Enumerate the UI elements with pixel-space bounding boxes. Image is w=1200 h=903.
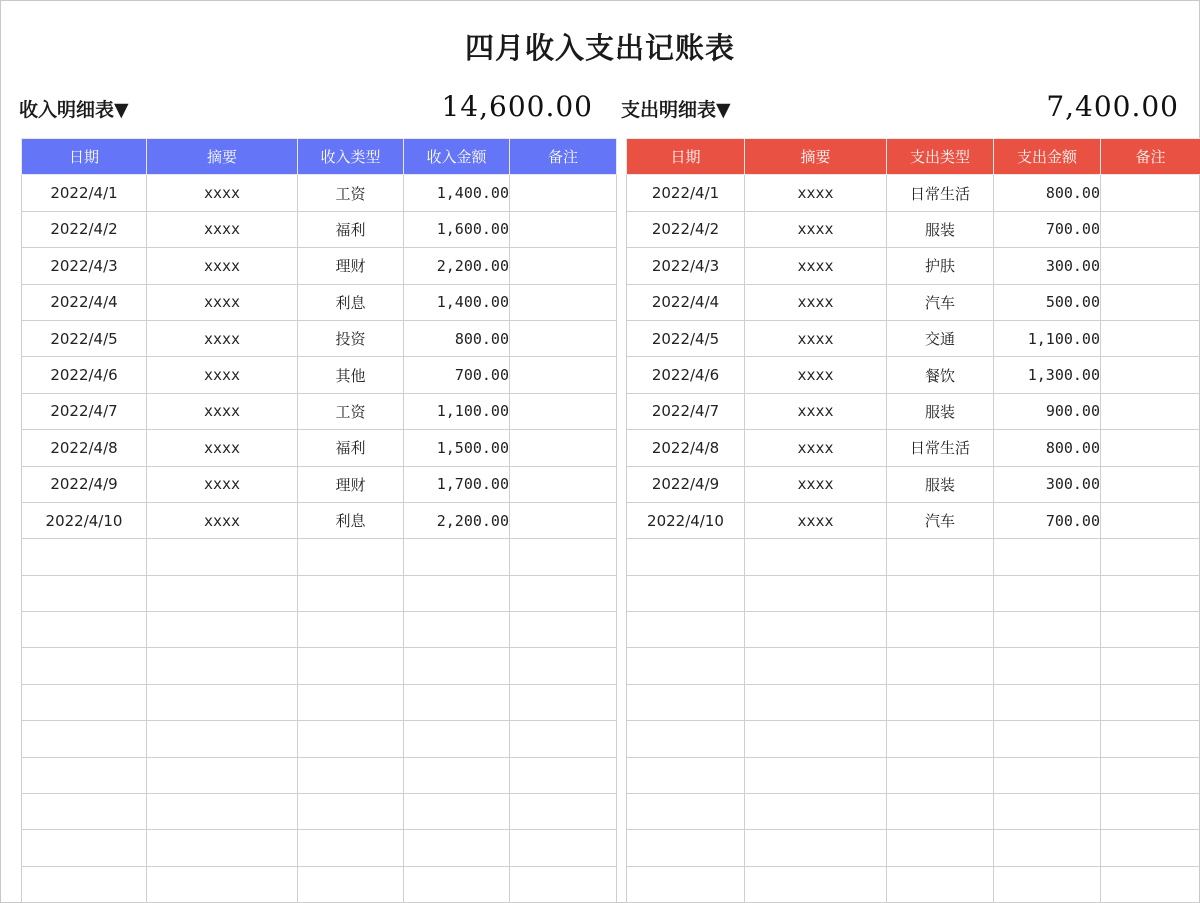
expense-cell[interactable]: 2022/4/3: [627, 248, 745, 284]
income-cell[interactable]: 1,700.00: [404, 466, 510, 502]
expense-cell[interactable]: 餐饮: [887, 357, 994, 393]
income-cell[interactable]: [404, 684, 510, 720]
expense-cell[interactable]: [1101, 502, 1200, 538]
income-cell[interactable]: [510, 320, 617, 356]
income-cell[interactable]: 2022/4/10: [22, 502, 147, 538]
expense-cell[interactable]: [627, 721, 745, 757]
expense-cell[interactable]: [1101, 866, 1200, 902]
expense-cell[interactable]: 2022/4/2: [627, 211, 745, 247]
income-cell[interactable]: 2022/4/1: [22, 175, 147, 211]
table-row: [627, 502, 1200, 538]
income-cell[interactable]: [22, 575, 147, 611]
expense-cell[interactable]: [745, 575, 887, 611]
income-cell[interactable]: 1,100.00: [404, 393, 510, 429]
expense-cell[interactable]: 日常生活: [887, 430, 994, 466]
income-cell[interactable]: [510, 648, 617, 684]
income-cell[interactable]: [298, 757, 404, 793]
expense-cell[interactable]: 汽车: [887, 284, 994, 320]
income-cell[interactable]: [22, 794, 147, 830]
expense-cell[interactable]: [994, 866, 1101, 902]
income-cell[interactable]: [510, 721, 617, 757]
income-header-cell[interactable]: 收入金额: [404, 139, 510, 175]
income-cell[interactable]: 其他: [298, 357, 404, 393]
income-cell[interactable]: [404, 866, 510, 902]
income-cell[interactable]: [147, 757, 298, 793]
income-cell[interactable]: xxxx: [147, 248, 298, 284]
expense-cell[interactable]: [627, 757, 745, 793]
expense-cell[interactable]: [1101, 248, 1200, 284]
income-header-cell[interactable]: 收入类型: [298, 139, 404, 175]
income-cell[interactable]: xxxx: [147, 502, 298, 538]
income-cell[interactable]: [147, 612, 298, 648]
expense-cell[interactable]: [745, 721, 887, 757]
income-cell[interactable]: 理财: [298, 466, 404, 502]
income-cell[interactable]: [510, 684, 617, 720]
table-row: [627, 357, 1200, 393]
expense-cell[interactable]: [627, 684, 745, 720]
expense-cell[interactable]: [1101, 612, 1200, 648]
expense-cell[interactable]: [745, 539, 887, 575]
table-row: [627, 430, 1200, 466]
expense-cell[interactable]: [1101, 320, 1200, 356]
income-cell[interactable]: [298, 648, 404, 684]
income-header-row: [22, 139, 617, 175]
income-cell[interactable]: [510, 757, 617, 793]
expense-cell[interactable]: [745, 648, 887, 684]
expense-total: 7,400.00: [1046, 90, 1179, 123]
expense-cell[interactable]: xxxx: [745, 466, 887, 502]
income-cell[interactable]: [510, 211, 617, 247]
income-cell[interactable]: [510, 866, 617, 902]
table-row: [22, 757, 617, 793]
expense-cell[interactable]: [1101, 430, 1200, 466]
table-row: [627, 393, 1200, 429]
income-cell[interactable]: [147, 794, 298, 830]
income-cell[interactable]: [404, 539, 510, 575]
income-cell[interactable]: 700.00: [404, 357, 510, 393]
expense-cell[interactable]: [1101, 466, 1200, 502]
expense-cell[interactable]: [994, 721, 1101, 757]
income-cell[interactable]: 1,400.00: [404, 175, 510, 211]
table-row: [22, 211, 617, 247]
income-cell[interactable]: 2022/4/8: [22, 430, 147, 466]
expense-cell[interactable]: [994, 612, 1101, 648]
income-cell[interactable]: [510, 248, 617, 284]
income-cell[interactable]: [22, 757, 147, 793]
income-cell[interactable]: xxxx: [147, 211, 298, 247]
expense-cell[interactable]: [1101, 175, 1200, 211]
income-cell[interactable]: [404, 794, 510, 830]
expense-header-cell[interactable]: 支出金额: [994, 139, 1101, 175]
table-row: [627, 684, 1200, 720]
expense-cell[interactable]: [1101, 539, 1200, 575]
income-table: [21, 138, 617, 903]
table-row: [22, 648, 617, 684]
income-cell[interactable]: 2022/4/7: [22, 393, 147, 429]
table-row: [627, 612, 1200, 648]
expense-cell[interactable]: xxxx: [745, 248, 887, 284]
table-row: [627, 466, 1200, 502]
table-row: [627, 648, 1200, 684]
income-cell[interactable]: [298, 721, 404, 757]
income-cell[interactable]: [510, 357, 617, 393]
expense-cell[interactable]: [887, 830, 994, 866]
income-cell[interactable]: [404, 648, 510, 684]
expense-cell[interactable]: 交通: [887, 320, 994, 356]
income-cell[interactable]: [298, 794, 404, 830]
expense-cell[interactable]: xxxx: [745, 502, 887, 538]
income-cell[interactable]: 福利: [298, 430, 404, 466]
income-cell[interactable]: 2022/4/2: [22, 211, 147, 247]
expense-cell[interactable]: 2022/4/4: [627, 284, 745, 320]
income-cell[interactable]: [147, 866, 298, 902]
income-cell[interactable]: [298, 612, 404, 648]
expense-header-cell[interactable]: 备注: [1101, 139, 1200, 175]
income-cell[interactable]: [510, 539, 617, 575]
expense-cell[interactable]: 日常生活: [887, 175, 994, 211]
expense-cell[interactable]: 2022/4/8: [627, 430, 745, 466]
income-cell[interactable]: xxxx: [147, 430, 298, 466]
expense-cell[interactable]: [745, 757, 887, 793]
table-row: [22, 575, 617, 611]
table-row: [627, 794, 1200, 830]
expense-cell[interactable]: 300.00: [994, 248, 1101, 284]
income-cell[interactable]: [404, 612, 510, 648]
expense-cell[interactable]: 2022/4/7: [627, 393, 745, 429]
expense-cell[interactable]: [1101, 648, 1200, 684]
income-cell[interactable]: [510, 502, 617, 538]
income-header-cell[interactable]: 备注: [510, 139, 617, 175]
income-cell[interactable]: xxxx: [147, 175, 298, 211]
expense-cell[interactable]: [1101, 830, 1200, 866]
expense-cell[interactable]: [627, 648, 745, 684]
income-cell[interactable]: [510, 175, 617, 211]
income-cell[interactable]: xxxx: [147, 284, 298, 320]
expense-cell[interactable]: xxxx: [745, 393, 887, 429]
income-cell[interactable]: [22, 866, 147, 902]
expense-cell[interactable]: [994, 794, 1101, 830]
income-cell[interactable]: [147, 575, 298, 611]
expense-cell[interactable]: [1101, 211, 1200, 247]
table-row: [22, 466, 617, 502]
income-cell[interactable]: xxxx: [147, 320, 298, 356]
income-cell[interactable]: xxxx: [147, 393, 298, 429]
expense-cell[interactable]: 2022/4/6: [627, 357, 745, 393]
expense-cell[interactable]: [1101, 684, 1200, 720]
expense-cell[interactable]: [887, 866, 994, 902]
income-cell[interactable]: 2022/4/9: [22, 466, 147, 502]
table-row: [22, 430, 617, 466]
expense-header-row: [627, 139, 1200, 175]
income-cell[interactable]: [147, 721, 298, 757]
income-cell[interactable]: [298, 539, 404, 575]
expense-cell[interactable]: [627, 830, 745, 866]
expense-cell[interactable]: 2022/4/1: [627, 175, 745, 211]
expense-section-dropdown[interactable]: 支出明细表▼: [621, 99, 731, 121]
income-cell[interactable]: [298, 830, 404, 866]
expense-cell[interactable]: [745, 612, 887, 648]
expense-cell[interactable]: [887, 721, 994, 757]
table-row: [627, 830, 1200, 866]
income-cell[interactable]: [22, 539, 147, 575]
income-cell[interactable]: [510, 794, 617, 830]
income-cell[interactable]: [510, 430, 617, 466]
income-cell[interactable]: xxxx: [147, 466, 298, 502]
expense-cell[interactable]: 服装: [887, 393, 994, 429]
expense-cell[interactable]: xxxx: [745, 320, 887, 356]
expense-cell[interactable]: 1,100.00: [994, 320, 1101, 356]
income-cell[interactable]: [404, 757, 510, 793]
income-cell[interactable]: [22, 648, 147, 684]
table-row: [627, 284, 1200, 320]
expense-cell[interactable]: 700.00: [994, 211, 1101, 247]
expense-cell[interactable]: 2022/4/10: [627, 502, 745, 538]
expense-cell[interactable]: [887, 684, 994, 720]
table-row: [627, 575, 1200, 611]
table-row: [22, 794, 617, 830]
expense-cell[interactable]: [887, 612, 994, 648]
table-row: [22, 684, 617, 720]
income-cell[interactable]: 福利: [298, 211, 404, 247]
table-row: [22, 320, 617, 356]
expense-cell[interactable]: [994, 648, 1101, 684]
table-row: [22, 830, 617, 866]
expense-cell[interactable]: [1101, 284, 1200, 320]
income-total: 14,600.00: [441, 90, 593, 123]
expense-cell[interactable]: [745, 866, 887, 902]
income-cell[interactable]: xxxx: [147, 357, 298, 393]
income-cell[interactable]: 2022/4/5: [22, 320, 147, 356]
income-cell[interactable]: [298, 866, 404, 902]
expense-cell[interactable]: [1101, 575, 1200, 611]
income-cell[interactable]: [147, 539, 298, 575]
expense-cell[interactable]: xxxx: [745, 175, 887, 211]
income-cell[interactable]: [22, 830, 147, 866]
expense-cell[interactable]: [1101, 794, 1200, 830]
table-row: [22, 502, 617, 538]
expense-cell[interactable]: [887, 794, 994, 830]
expense-header-cell[interactable]: 日期: [627, 139, 745, 175]
expense-cell[interactable]: 500.00: [994, 284, 1101, 320]
expense-cell[interactable]: [627, 612, 745, 648]
expense-cell[interactable]: [887, 575, 994, 611]
expense-cell[interactable]: 2022/4/5: [627, 320, 745, 356]
expense-cell[interactable]: 300.00: [994, 466, 1101, 502]
expense-cell[interactable]: [994, 757, 1101, 793]
expense-cell[interactable]: xxxx: [745, 357, 887, 393]
income-cell[interactable]: [298, 575, 404, 611]
table-row: [22, 284, 617, 320]
expense-cell[interactable]: [745, 684, 887, 720]
expense-cell[interactable]: [627, 794, 745, 830]
income-cell[interactable]: 1,500.00: [404, 430, 510, 466]
income-cell[interactable]: 800.00: [404, 320, 510, 356]
expense-cell[interactable]: [1101, 757, 1200, 793]
table-row: [627, 757, 1200, 793]
table-row: [22, 175, 617, 211]
expense-cell[interactable]: [627, 866, 745, 902]
income-cell[interactable]: 利息: [298, 284, 404, 320]
expense-table: [626, 138, 1200, 903]
table-row: [22, 248, 617, 284]
expense-cell[interactable]: xxxx: [745, 430, 887, 466]
expense-cell[interactable]: [994, 575, 1101, 611]
expense-header-cell[interactable]: 摘要: [745, 139, 887, 175]
expense-cell[interactable]: [887, 648, 994, 684]
expense-cell[interactable]: [887, 757, 994, 793]
expense-cell[interactable]: 800.00: [994, 430, 1101, 466]
income-cell[interactable]: [510, 393, 617, 429]
expense-cell[interactable]: 800.00: [994, 175, 1101, 211]
expense-header-cell[interactable]: 支出类型: [887, 139, 994, 175]
expense-cell[interactable]: 服装: [887, 466, 994, 502]
income-cell[interactable]: [298, 684, 404, 720]
expense-cell[interactable]: 汽车: [887, 502, 994, 538]
income-cell[interactable]: [510, 830, 617, 866]
income-cell[interactable]: 2,200.00: [404, 502, 510, 538]
income-cell[interactable]: 2022/4/4: [22, 284, 147, 320]
expense-cell[interactable]: xxxx: [745, 284, 887, 320]
income-cell[interactable]: 1,600.00: [404, 211, 510, 247]
expense-cell[interactable]: 服装: [887, 211, 994, 247]
income-cell[interactable]: 理财: [298, 248, 404, 284]
income-cell[interactable]: [22, 684, 147, 720]
expense-table-body: [627, 175, 1200, 903]
expense-cell[interactable]: xxxx: [745, 211, 887, 247]
income-cell[interactable]: [510, 284, 617, 320]
expense-cell[interactable]: 护肤: [887, 248, 994, 284]
income-cell[interactable]: 2022/4/3: [22, 248, 147, 284]
income-cell[interactable]: 1,400.00: [404, 284, 510, 320]
table-row: [627, 175, 1200, 211]
income-cell[interactable]: 工资: [298, 175, 404, 211]
expense-cell[interactable]: [1101, 393, 1200, 429]
expense-cell[interactable]: 1,300.00: [994, 357, 1101, 393]
income-cell[interactable]: [404, 575, 510, 611]
income-cell[interactable]: [510, 466, 617, 502]
income-section-dropdown[interactable]: 收入明细表▼: [19, 99, 129, 121]
expense-cell[interactable]: 2022/4/9: [627, 466, 745, 502]
table-row: [22, 612, 617, 648]
income-cell[interactable]: [510, 612, 617, 648]
table-row: [22, 539, 617, 575]
page-title: 四月收入支出记账表: [464, 31, 735, 65]
income-cell[interactable]: [147, 684, 298, 720]
table-row: [627, 721, 1200, 757]
table-row: [22, 866, 617, 902]
income-table-body: [22, 175, 617, 903]
income-cell[interactable]: 投资: [298, 320, 404, 356]
expense-cell[interactable]: [887, 539, 994, 575]
table-row: [627, 248, 1200, 284]
expense-cell[interactable]: 700.00: [994, 502, 1101, 538]
expense-cell[interactable]: [627, 539, 745, 575]
expense-cell[interactable]: [994, 830, 1101, 866]
expense-cell[interactable]: [627, 575, 745, 611]
expense-cell[interactable]: [1101, 357, 1200, 393]
income-cell[interactable]: 2022/4/6: [22, 357, 147, 393]
table-row: [627, 211, 1200, 247]
expense-cell[interactable]: [994, 539, 1101, 575]
income-cell[interactable]: 工资: [298, 393, 404, 429]
income-cell[interactable]: [22, 721, 147, 757]
table-row: [22, 721, 617, 757]
income-cell[interactable]: [404, 721, 510, 757]
table-row: [627, 539, 1200, 575]
income-cell[interactable]: 2,200.00: [404, 248, 510, 284]
expense-cell[interactable]: 900.00: [994, 393, 1101, 429]
income-cell[interactable]: [404, 830, 510, 866]
table-row: [22, 357, 617, 393]
expense-cell[interactable]: [1101, 721, 1200, 757]
income-header-cell[interactable]: 摘要: [147, 139, 298, 175]
expense-cell[interactable]: [745, 794, 887, 830]
income-cell[interactable]: [147, 648, 298, 684]
table-row: [627, 866, 1200, 902]
income-header-cell[interactable]: 日期: [22, 139, 147, 175]
income-cell[interactable]: [22, 612, 147, 648]
income-cell[interactable]: 利息: [298, 502, 404, 538]
table-row: [627, 320, 1200, 356]
income-cell[interactable]: [147, 830, 298, 866]
table-row: [22, 393, 617, 429]
expense-cell[interactable]: [994, 684, 1101, 720]
expense-cell[interactable]: [745, 830, 887, 866]
income-cell[interactable]: [510, 575, 617, 611]
